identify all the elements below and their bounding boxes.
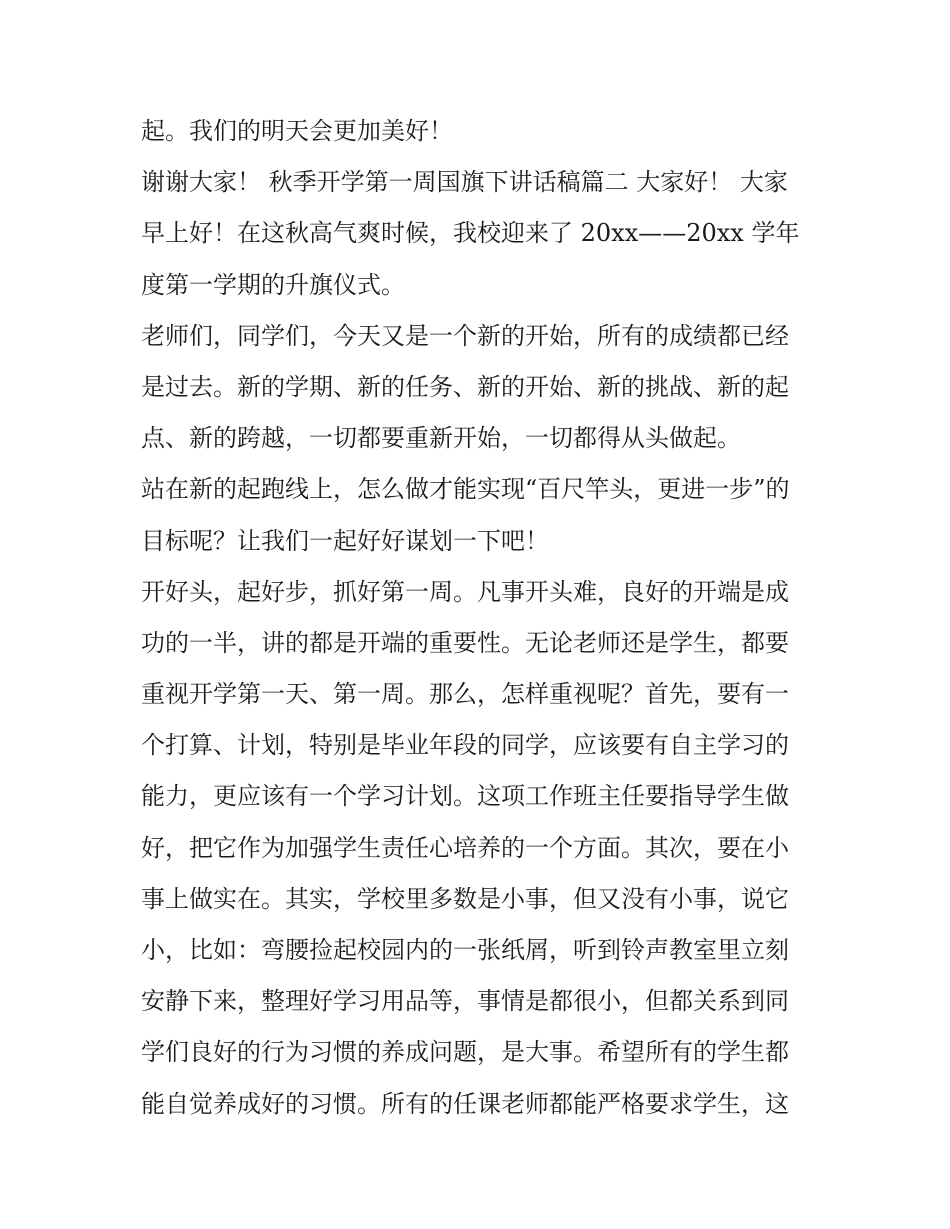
text-line: 是过去。新的学期、新的任务、新的开始、新的挑战、新的起 (141, 372, 789, 401)
text-line: 个打算、计划，特别是毕业年段的同学，应该要有自主学习的 (141, 731, 789, 760)
text-line: 老师们，同学们，今天又是一个新的开始，所有的成绩都已经 (141, 321, 789, 350)
text-line: 早上好！在这秋高气爽时候，我校迎来了 20xx——20xx 学年 (141, 219, 800, 248)
text-line: 站在新的起跑线上，怎么做才能实现“百尺竿头，更进一步”的 (141, 475, 790, 504)
text-line: 度第一学期的升旗仪式。 (141, 270, 405, 299)
text-line: 学们良好的行为习惯的养成问题，是大事。希望所有的学生都 (141, 1038, 789, 1067)
text-line: 开好头，起好步，抓好第一周。凡事开头难，良好的开端是成 (141, 577, 789, 606)
text-line: 重视开学第一天、第一周。那么，怎样重视呢？首先，要有一 (141, 680, 789, 709)
text-line: 能自觉养成好的习惯。所有的任课老师都能严格要求学生，这 (141, 1089, 789, 1118)
text-line: 功的一半，讲的都是开端的重要性。无论老师还是学生，都要 (141, 628, 789, 657)
text-line: 小，比如：弯腰捡起校园内的一张纸屑，听到铃声教室里立刻 (141, 936, 789, 964)
text-line: 能力，更应该有一个学习计划。这项工作班主任要指导学生做 (141, 782, 789, 811)
text-line: 谢谢大家！ 秋季开学第一周国旗下讲话稿篇二 大家好！ 大家 (141, 168, 788, 197)
document-body (141, 106, 821, 1130)
text-line: 安静下来，整理好学习用品等，事情是都很小，但都关系到同 (141, 987, 789, 1016)
text-line: 起。我们的明天会更加美好！ (141, 117, 453, 145)
text-line: 目标呢？让我们一起好好谋划一下吧！ (141, 526, 549, 555)
text-line: 事上做实在。其实，学校里多数是小事，但又没有小事，说它 (141, 884, 789, 913)
text-line: 点、新的跨越，一切都要重新开始，一切都得从头做起。 (141, 424, 741, 453)
text-line: 好，把它作为加强学生责任心培养的一个方面。其次，要在小 (141, 833, 789, 862)
